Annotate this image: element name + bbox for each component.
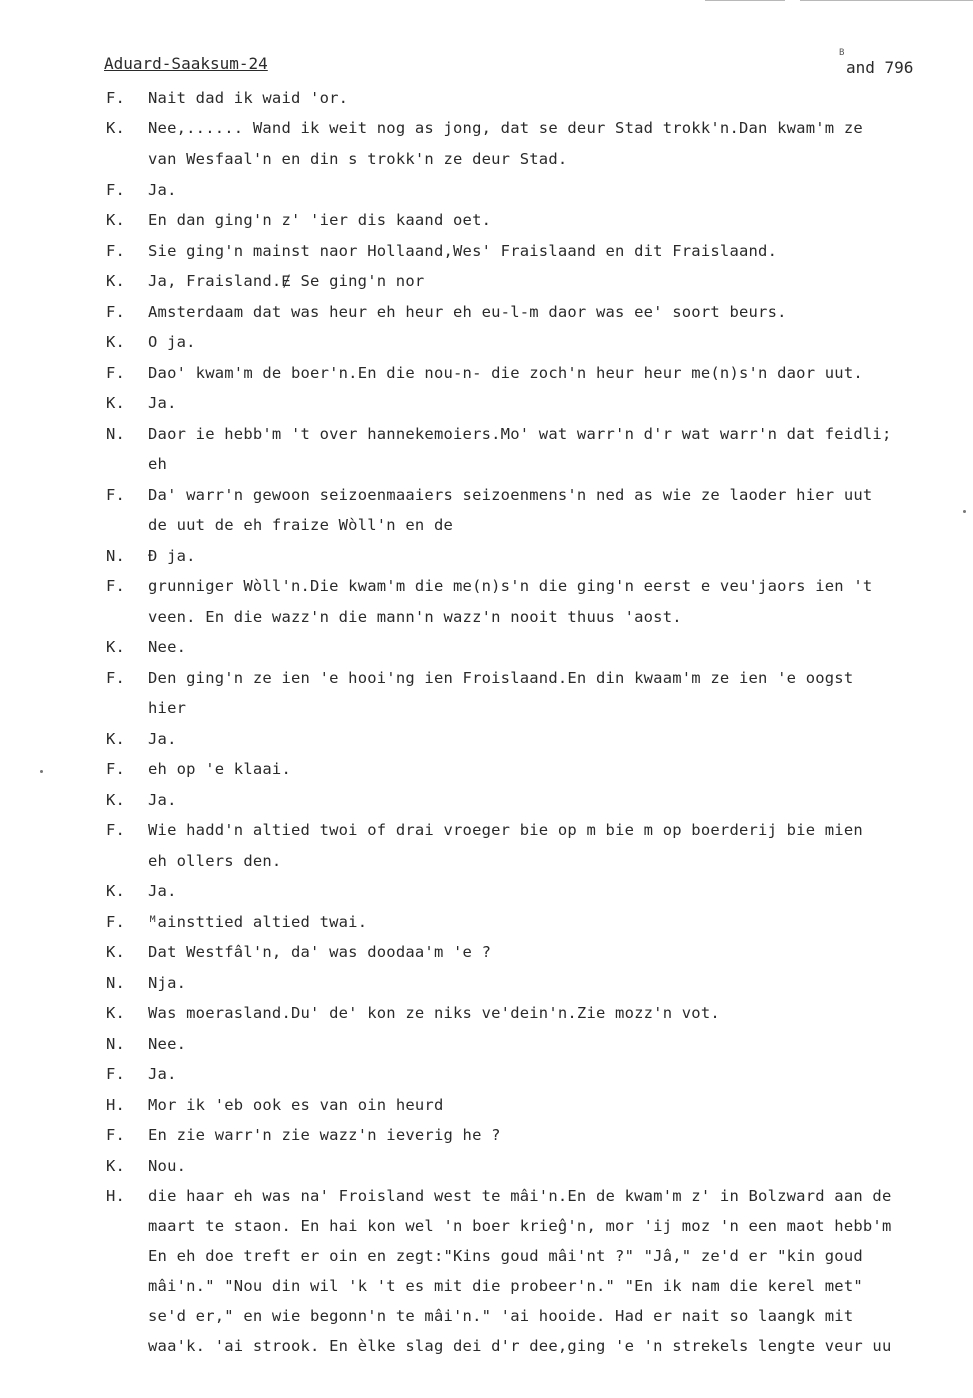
transcript-text: grunniger Wòll'n.Die kwam'm die me(n)s'n die ging'n eerst e veu'jaors ien 't [148, 577, 873, 595]
transcript-text: veen. En die wazz'n die mann'n wazz'n nooit thuus 'aost. [148, 608, 682, 626]
transcript-line [0, 851, 973, 873]
transcript-text: se'd er," en wie begonn'n te mâi'n." 'ai hooide. Had er nait so laangk mit [148, 1307, 854, 1325]
scan-speck [963, 510, 966, 513]
transcript-line [0, 88, 973, 110]
transcript-text: Nja. [148, 974, 187, 992]
transcript-text: hier [148, 699, 187, 717]
speaker-label: F. [106, 486, 126, 504]
transcript-text: maart te staon. En hai kon wel 'n boer krieĝ'n, mor 'ij moz 'n een maot hebb'm [148, 1217, 892, 1235]
transcript-line [0, 302, 973, 324]
speaker-label: N. [106, 425, 126, 443]
transcript-line [0, 118, 973, 140]
transcript-text: Nee,...... Wand ik weit nog as jong, dat se deur Stad trokk'n.Dan kwam'm ze [148, 119, 863, 137]
transcript-line [0, 912, 973, 934]
transcript-line [0, 820, 973, 842]
transcript-line [0, 1216, 973, 1238]
transcript-text: Nou. [148, 1157, 187, 1175]
transcript-text: En zie warr'n zie wazz'n ieverig he ? [148, 1126, 501, 1144]
transcript-line [0, 393, 973, 415]
transcript-line [0, 1034, 973, 1056]
transcript-line [0, 1186, 973, 1208]
speaker-label: F. [106, 303, 126, 321]
transcript-line [0, 1003, 973, 1025]
transcript-text: Daor ie hebb'm 't over hannekemoiers.Mo' wat warr'n d'r wat warr'n dat feidli; [148, 425, 892, 443]
transcript-line [0, 210, 973, 232]
speaker-label: F. [106, 1126, 126, 1144]
transcript-line [0, 698, 973, 720]
transcript-text: Ja. [148, 394, 177, 412]
speaker-label: N. [106, 974, 126, 992]
speaker-label: K. [106, 1157, 126, 1175]
transcript-line [0, 790, 973, 812]
transcript-line [0, 149, 973, 171]
speaker-label: K. [106, 1004, 126, 1022]
transcript-text: Dao' kwam'm de boer'n.En die nou-n- die zoch'n heur heur me(n)s'n daor uut. [148, 364, 863, 382]
transcript-text: Nee. [148, 1035, 187, 1053]
transcript-line [0, 881, 973, 903]
transcript-text: Dat Westfâl'n, da' was doodaa'm 'e ? [148, 943, 492, 961]
speaker-label: F. [106, 821, 126, 839]
transcript-text: van Wesfaal'n en din s trokk'n ze deur Stad. [148, 150, 568, 168]
transcript-line [0, 546, 973, 568]
transcript-line [0, 1125, 973, 1147]
speaker-label: H. [106, 1187, 126, 1205]
transcript-line [0, 424, 973, 446]
speaker-label: F. [106, 364, 126, 382]
transcript-line [0, 668, 973, 690]
transcript-text: mâi'n." "Nou din wil 'k 't es mit die probeer'n." "En ik nam die kerel met" [148, 1277, 863, 1295]
transcript-line [0, 1276, 973, 1298]
transcript-text: Wie hadd'n altied twoi of drai vroeger bie op m bie m op boerderij bie mien [148, 821, 863, 839]
speaker-label: F. [106, 181, 126, 199]
transcript-line [0, 515, 973, 537]
tape-prefix-mark: B [839, 48, 845, 58]
transcript-text: Ja, Fraisland.Ɇ Se ging'n nor [148, 272, 425, 290]
speaker-label: N. [106, 547, 126, 565]
transcript-line [0, 1156, 973, 1178]
transcript-text: Den ging'n ze ien 'e hooi'ng ien Froislaand.En din kwaam'm ze ien 'e oogst [148, 669, 854, 687]
transcript-text: Ɖ ja. [148, 547, 196, 565]
transcript-text: Amsterdaam dat was heur eh heur eh eu-l-m daor was ee' soort beurs. [148, 303, 787, 321]
speaker-label: K. [106, 791, 126, 809]
speaker-label: F. [106, 1065, 126, 1083]
transcript-text: eh ollers den. [148, 852, 282, 870]
transcript-text: Ja. [148, 730, 177, 748]
transcript-line [0, 332, 973, 354]
document-title: Aduard-Saaksum-24 [104, 54, 268, 73]
transcript-line [0, 271, 973, 293]
transcript-text: Mor ik 'eb ook es van oin heurd [148, 1096, 444, 1114]
transcript-line [0, 454, 973, 476]
transcript-line [0, 241, 973, 263]
transcript-text: Ja. [148, 882, 177, 900]
transcript-text: Was moerasland.Du' de' kon ze niks ve'dein'n.Zie mozz'n vot. [148, 1004, 720, 1022]
transcript-line [0, 942, 973, 964]
transcript-line [0, 363, 973, 385]
speaker-label: H. [106, 1096, 126, 1114]
transcript-text: Da' warr'n gewoon seizoenmaaiers seizoenmens'n ned as wie ze laoder hier uut [148, 486, 873, 504]
transcript-text: Nait dad ik waid 'or. [148, 89, 349, 107]
speaker-label: K. [106, 119, 126, 137]
speaker-label: F. [106, 760, 126, 778]
transcript-line [0, 1336, 973, 1358]
transcript-line [0, 180, 973, 202]
speaker-label: F. [106, 577, 126, 595]
transcript-line [0, 973, 973, 995]
speaker-label: N. [106, 1035, 126, 1053]
speaker-label: F. [106, 89, 126, 107]
speaker-label: K. [106, 333, 126, 351]
transcript-line [0, 1095, 973, 1117]
speaker-label: K. [106, 943, 126, 961]
transcript-text: de uut de eh fraize Wòll'n en de [148, 516, 454, 534]
transcript-text: Ja. [148, 181, 177, 199]
transcript-text: Nee. [148, 638, 187, 656]
transcript-line [0, 759, 973, 781]
transcript-text: Ja. [148, 791, 177, 809]
transcript-line [0, 576, 973, 598]
speaker-label: K. [106, 730, 126, 748]
transcript-line [0, 485, 973, 507]
transcript-text: En eh doe treft er oin en zegt:"Kins goud mâi'nt ?" "Jâ," ze'd er "kin goud [148, 1247, 863, 1265]
speaker-label: F. [106, 242, 126, 260]
transcript-text: eh op 'e klaai. [148, 760, 291, 778]
speaker-label: K. [106, 638, 126, 656]
speaker-label: K. [106, 394, 126, 412]
transcript-text: eh [148, 455, 168, 473]
transcript-text: O ja. [148, 333, 196, 351]
transcript-line [0, 1064, 973, 1086]
transcript-text: Ja. [148, 1065, 177, 1083]
tape-number: and 796 [846, 58, 914, 77]
scan-edge-rule [800, 0, 973, 1]
speaker-label: K. [106, 272, 126, 290]
speaker-label: F. [106, 669, 126, 687]
transcript-line [0, 1306, 973, 1328]
transcript-line [0, 637, 973, 659]
transcript-text: Sie ging'n mainst naor Hollaand,Wes' Fraislaand en dit Fraislaand. [148, 242, 778, 260]
transcript-text: waa'k. 'ai strook. En èlke slag dei d'r dee,ging 'e 'n strekels lengte veur uu [148, 1337, 892, 1355]
scan-edge-rule [705, 0, 785, 1]
transcript-text: ᴹainsttied altied twai. [148, 913, 368, 931]
speaker-label: F. [106, 913, 126, 931]
transcript-line [0, 1246, 973, 1268]
speaker-label: K. [106, 882, 126, 900]
transcript-line [0, 729, 973, 751]
transcript-text: En dan ging'n z' 'ier dis kaand oet. [148, 211, 492, 229]
transcript-text: die haar eh was na' Froisland west te mâi'n.En de kwam'm z' in Bolzward aan de [148, 1187, 892, 1205]
speaker-label: K. [106, 211, 126, 229]
transcript-line [0, 607, 973, 629]
